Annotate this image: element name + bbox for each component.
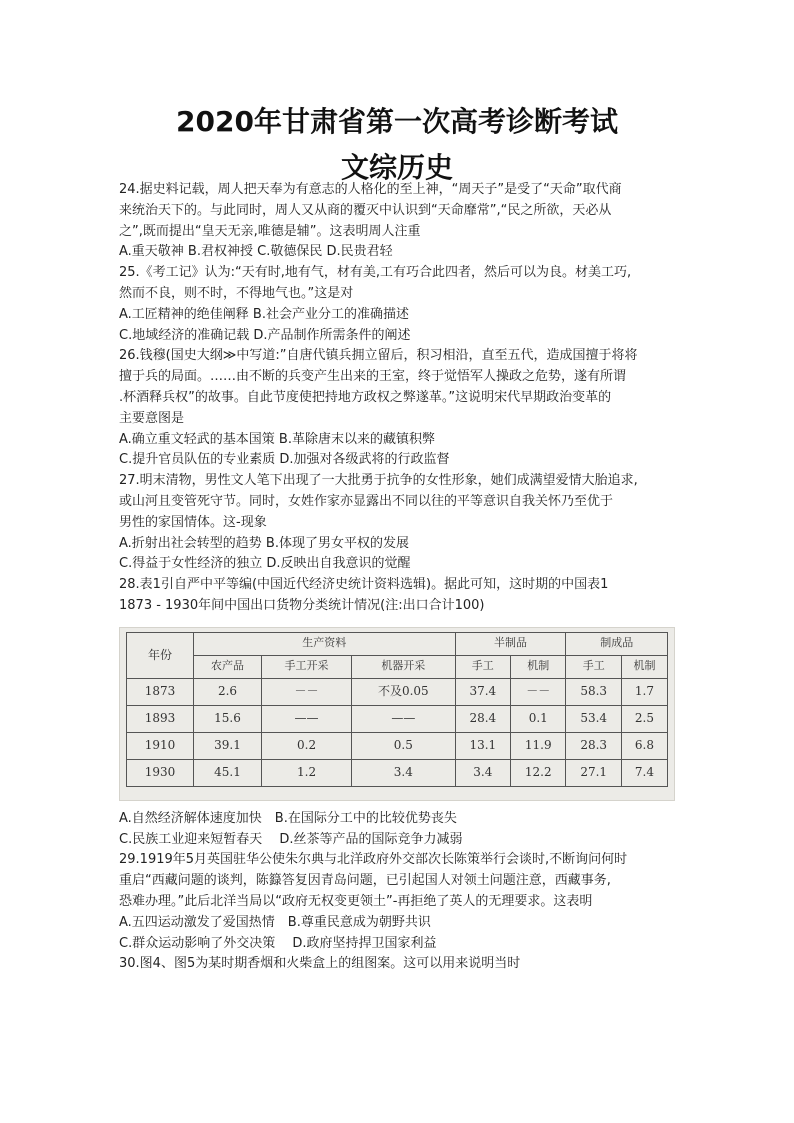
question-line: .杯酒释兵权”的故事。自此节度使把持地方政权之弊遂革。”这说明宋代早期政治变革的 [119, 389, 612, 405]
table-cell: 12.2 [511, 759, 566, 786]
table-cell: 2.6 [194, 678, 262, 705]
question-30 [119, 954, 679, 975]
question-line: 或山河且变管死守节。同时，女姓作家亦显露出不同以往的平等意识自我关怀乃至优于 [119, 493, 614, 509]
answer-options: A.重天敬神 B.君权神授 C.敬德保民 D.民贵君轻 [119, 244, 393, 260]
question-line: 恐难办理。”此后北洋当局以“政府无权变更领土”-再拒绝了英人的无理要求。这表明 [119, 893, 593, 909]
question-27 [119, 471, 679, 575]
table-cell: 13.1 [455, 732, 510, 759]
table-cell: 3.4 [455, 759, 510, 786]
table-cell: —— [352, 705, 456, 732]
question-line: 重启“西藏问题的谈判，陈籙答复因青岛问题，已引起国人对领土问题注意，西藏事务, [119, 873, 611, 889]
question-line: 1873 - 1930年间中国出口货物分类统计情况(注:出口合计100) [119, 597, 485, 613]
question-26 [119, 346, 679, 471]
question-line: 28.表1引自严中平等编(中国近代经济史统计资料选辑)。据此可知，这时期的中国表1 [119, 577, 609, 593]
table-row [127, 678, 668, 705]
table-subheader: 机制 [511, 655, 566, 678]
question-28 [119, 575, 679, 850]
table-cell: －－ [262, 678, 352, 705]
table-cell: 不及0.05 [352, 678, 456, 705]
question-line: 男性的家国情体。这-现象 [119, 514, 267, 530]
question-line: 擅于兵的局面。……由不断的兵变产生出来的王室，终于觉悟军人操政之危势，遂有所谓 [119, 369, 627, 385]
question-line: 29.1919年5月英国驻华公使朱尔典与北洋政府外交部次长陈策举行会谈时,不断询问何时 [119, 852, 628, 868]
table-cell: 28.4 [455, 705, 510, 732]
table-cell: 53.4 [566, 705, 621, 732]
table-1-image [119, 627, 675, 801]
question-24 [119, 180, 679, 263]
answer-options: A.工匠精神的绝佳阐释 B.社会产业分工的准确描述 [119, 306, 409, 322]
answer-options: C.民族工业迎来短暂春天 D.丝茶等产品的国际竞争力减弱 [119, 831, 463, 847]
table-cell: 15.6 [194, 705, 262, 732]
table-cell: 1.2 [262, 759, 352, 786]
question-line: 30.图4、图5为某时期香烟和火柴盒上的组图案。这可以用来说明当时 [119, 956, 521, 972]
question-line: 25.《考工记》认为:“天有时,地有气，材有美,工有巧合此四者，然后可以为良。材美工巧, [119, 265, 632, 281]
answer-options: C.地域经济的准确记载 D.产品制作所需条件的阐述 [119, 327, 411, 343]
table-subheader: 手工开采 [262, 655, 352, 678]
table-cell: 1873 [127, 678, 194, 705]
table-cell: 39.1 [194, 732, 262, 759]
table-subheader: 机制 [621, 655, 667, 678]
table-cell: 1.7 [621, 678, 667, 705]
table-cell: 1930 [127, 759, 194, 786]
answer-options: A.自然经济解体速度加快 B.在国际分工中的比较优势丧失 [119, 810, 457, 826]
table-cell: 0.1 [511, 705, 566, 732]
table-cell: 11.9 [511, 732, 566, 759]
answer-options: C.得益于女性经济的独立 D.反映出自我意识的觉醒 [119, 556, 411, 572]
question-line: 26.钱穆(国史大纲≫中写道:”自唐代镇兵拥立留后，积习相沿，直至五代，造成国擅于将将 [119, 348, 638, 364]
table-cell: 27.1 [566, 759, 621, 786]
question-line: 然而不良，则不时，不得地气也。”这是对 [119, 285, 354, 301]
table-header-finished-goods: 制成品 [566, 632, 668, 655]
table-subheader: 机器开采 [352, 655, 456, 678]
table-cell: 37.4 [455, 678, 510, 705]
table-cell: 2.5 [621, 705, 667, 732]
table-cell: 58.3 [566, 678, 621, 705]
table-cell: 1893 [127, 705, 194, 732]
table-cell: －－ [511, 678, 566, 705]
export-statistics-table [126, 632, 668, 787]
answer-options: A.确立重文轻武的基本国策 B.革除唐末以来的藏镇积弊 [119, 431, 435, 447]
table-row [127, 759, 668, 786]
table-row [127, 732, 668, 759]
table-subheader: 手工 [566, 655, 621, 678]
question-body [119, 180, 679, 975]
answer-options: C.提升官员队伍的专业素质 D.加强对各级武将的行政监督 [119, 452, 450, 468]
answer-options: C.群众运动影响了外交决策 D.政府坚持捍卫国家利益 [119, 935, 437, 951]
table-header-production-materials: 生产资料 [194, 632, 456, 655]
table-cell: 6.8 [621, 732, 667, 759]
page-title: 2020年甘肃省第一次高考诊断考试 [176, 105, 618, 138]
question-line: 之”,既而提出“皇天无亲,唯德是辅”。这表明周人注重 [119, 223, 421, 239]
question-line: 27.明末清物，男性文人笔下出现了一大批勇于抗争的女性形象，她们成满望爱情大胎追求, [119, 473, 638, 489]
question-29 [119, 850, 679, 954]
page-subtitle: 文综历史 [340, 151, 453, 184]
table-row [127, 705, 668, 732]
table-cell: 0.5 [352, 732, 456, 759]
table-subheader: 农产品 [194, 655, 262, 678]
answer-options: A.折射出社会转型的趋势 B.体现了男女平权的发展 [119, 535, 409, 551]
table-header-year: 年份 [127, 632, 194, 678]
question-line: 24.据史料记载，周人把天奉为有意志的人格化的至上神，“周天子”是受了“天命”取代商 [119, 182, 622, 197]
question-25 [119, 263, 679, 346]
table-cell: 28.3 [566, 732, 621, 759]
table-cell: 0.2 [262, 732, 352, 759]
table-cell: 7.4 [621, 759, 667, 786]
table-cell: 3.4 [352, 759, 456, 786]
table-cell: —— [262, 705, 352, 732]
table-header-semi-finished: 半制品 [455, 632, 566, 655]
table-subheader: 手工 [455, 655, 510, 678]
question-line: 来统治天下的。与此同时，周人又从商的覆灭中认识到“天命靡常”,“民之所欲，天必从 [119, 202, 612, 218]
table-cell: 45.1 [194, 759, 262, 786]
answer-options: A.五四运动激发了爱国热情 B.尊重民意成为朝野共识 [119, 914, 431, 930]
table-cell: 1910 [127, 732, 194, 759]
question-line: 主要意图是 [119, 410, 185, 426]
